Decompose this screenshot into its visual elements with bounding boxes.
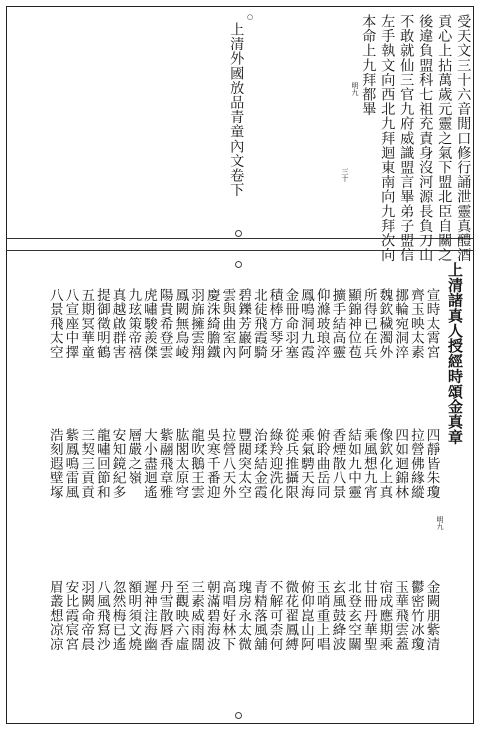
verse-line: 顯錦神位苞 [345, 288, 362, 359]
verse-line: 眉叢想凉凉 [46, 580, 63, 651]
verse-line: 朝滿碧海波 [203, 580, 220, 651]
verse-line: 真越啟群害 [109, 288, 126, 359]
verse-line: 九玹策帝禧 [125, 288, 142, 359]
verse-line: 提御徵明鶴 [93, 288, 110, 359]
verse-line: 八風飛寫沙 [93, 580, 110, 651]
verse-line: 微花翟鳳縛 [282, 580, 299, 651]
text-column: 貢心上拈萬歲元靈之氣下盟北臣自關之 [436, 14, 453, 263]
verse-line: 魏欽穢濁外 [376, 288, 393, 359]
verse-line: 至觀映六虛 [172, 580, 189, 651]
verse-line: 金闕朋紫清 [423, 580, 440, 651]
verse-line: 拉營佛緣縱 [407, 428, 424, 499]
verse-line: 四如迴錦林 [392, 428, 409, 499]
verse-line: 高唱好林下 [219, 580, 236, 651]
verse-line: 俯仰崑山阿 [297, 580, 314, 651]
verse-line: 瑰房永太微 [235, 580, 252, 651]
verse-line: 青精落風舖 [250, 580, 267, 651]
verse-line: 額明須文燒 [125, 580, 142, 651]
verse-line: 羽闕命帝晨 [78, 580, 95, 651]
verse-line: 所得已在兵 [360, 288, 377, 359]
verse-line: 龍吹鵝王雲 [188, 428, 205, 499]
verse-line: 羽旆擁雲翔 [188, 288, 205, 359]
verse-line: 宣時太霄宮 [423, 288, 440, 359]
verse-line: 虎嘯駿羨傑 [140, 288, 157, 359]
verse-line: 香煙散八景 [329, 428, 346, 499]
verse-line: 齊玉映太素 [407, 288, 424, 359]
verse-line: 鬱密竹冰瓊 [407, 580, 424, 651]
verse-line: 層嚴之嶺 [125, 428, 142, 485]
verse-line: 北徒飛霞騎 [250, 288, 267, 359]
verse-line: 挪輪宛洞淬 [392, 288, 409, 359]
page-mark: 三十 [341, 168, 349, 182]
verse-line: 北登玄空關 [345, 580, 362, 651]
verse-line: 丹雪散唇香 [156, 580, 173, 651]
verse-line: 四靜皆朱瓊 [423, 428, 440, 499]
verse-line: 大小盡迴遙 [140, 428, 157, 499]
verse-line: 紫鳳鳴雷風 [62, 428, 79, 499]
binding-hole [235, 712, 242, 719]
verse-line: 玉華飛雲蓋 [392, 580, 409, 651]
verse-line: 積棒方琴牙 [266, 288, 283, 359]
verse-line: 不解可柰何 [266, 580, 283, 651]
binding-hole [235, 261, 242, 268]
verse-line: 雲與曲室內 [219, 288, 236, 359]
chapter-heading: 上清諸真人授經時頌金真章 [446, 262, 464, 445]
verse-line: 仰滌玻琅淬 [313, 288, 330, 359]
verse-line: 吳寒千番迎 [203, 428, 220, 499]
page-mark: 明九 [436, 516, 444, 530]
verse-line: 從兵推攝限 [282, 428, 299, 499]
verse-line: 綠羚迎洗化 [266, 428, 283, 499]
text-column: 受天文三十六音閒口修行誦泄靈真醴酒 [455, 14, 472, 263]
verse-line: 八景飛太空 [46, 288, 63, 359]
verse-line: 龍嘯回節和 [93, 428, 110, 499]
verse-line: 治瑈結金霞 [250, 428, 267, 499]
verse-line: 拉營八天外 [219, 428, 236, 499]
verse-line: 像欽化上真 [376, 428, 393, 499]
verse-line: 肱閣太原穹 [172, 428, 189, 499]
verse-line: 五期冥華童 [78, 288, 95, 359]
verse-line: 八宣座中擇 [62, 288, 79, 359]
verse-line: 浩刻遐壁塚 [46, 428, 63, 499]
verse-line: 三契三貢貢 [78, 428, 95, 499]
verse-line: 乘風想九宵 [360, 428, 377, 499]
verse-line: 遲神注海幽 [140, 580, 157, 651]
verse-line: 結如九中靈 [345, 428, 362, 499]
verse-line: 豐閥突太空 [235, 428, 252, 499]
verse-line: 紫翮飛章雅 [156, 428, 173, 499]
title-circle-mark: ○ [246, 13, 254, 21]
verse-line: 乘氣騁天海 [297, 428, 314, 499]
verse-line: 安知鏡紀多 [109, 428, 126, 499]
verse-line: 碧鑠芳巖阿 [235, 288, 252, 359]
verse-line: 俯聆曲岳同 [313, 428, 330, 499]
binding-hole [235, 230, 242, 237]
verse-line: 安比霞宸宮 [62, 580, 79, 651]
verse-line: 鳳闕無鳥崚 [172, 288, 189, 359]
verse-line: 玉哨重上唱 [313, 580, 330, 651]
fascicle-title: 上清外國放品青童內文卷下 [228, 22, 245, 198]
verse-line: 金冊命羽塞 [282, 288, 299, 359]
text-column: 本命上九拜都畢 [360, 14, 377, 117]
verse-line: 玄風鼓絳波 [329, 580, 346, 651]
text-column: 不敢就仙三官九府威識盟言畢弟子盟信 [398, 14, 415, 263]
verse-line: 宿成應期乘 [376, 580, 393, 651]
text-column: 左手執文向西北九拜迴東南向九拜次向 [379, 14, 396, 263]
verse-line: 忽然梅已遙 [109, 580, 126, 651]
text-column: 後違負盟科七祖充責身沒河源長負刀山 [417, 14, 434, 263]
verse-line: 擴手結高靈 [329, 288, 346, 359]
verse-line: 陽貴希登雲 [156, 288, 173, 359]
verse-line: 慶洙綺膽鐵 [203, 288, 220, 359]
verse-line: 三素威雨闊 [188, 580, 205, 651]
verse-line: 甘冊丹華聖 [360, 580, 377, 651]
page-mark: 明九 [351, 82, 359, 96]
verse-line: 鳳鳴洞九霞 [297, 288, 314, 359]
